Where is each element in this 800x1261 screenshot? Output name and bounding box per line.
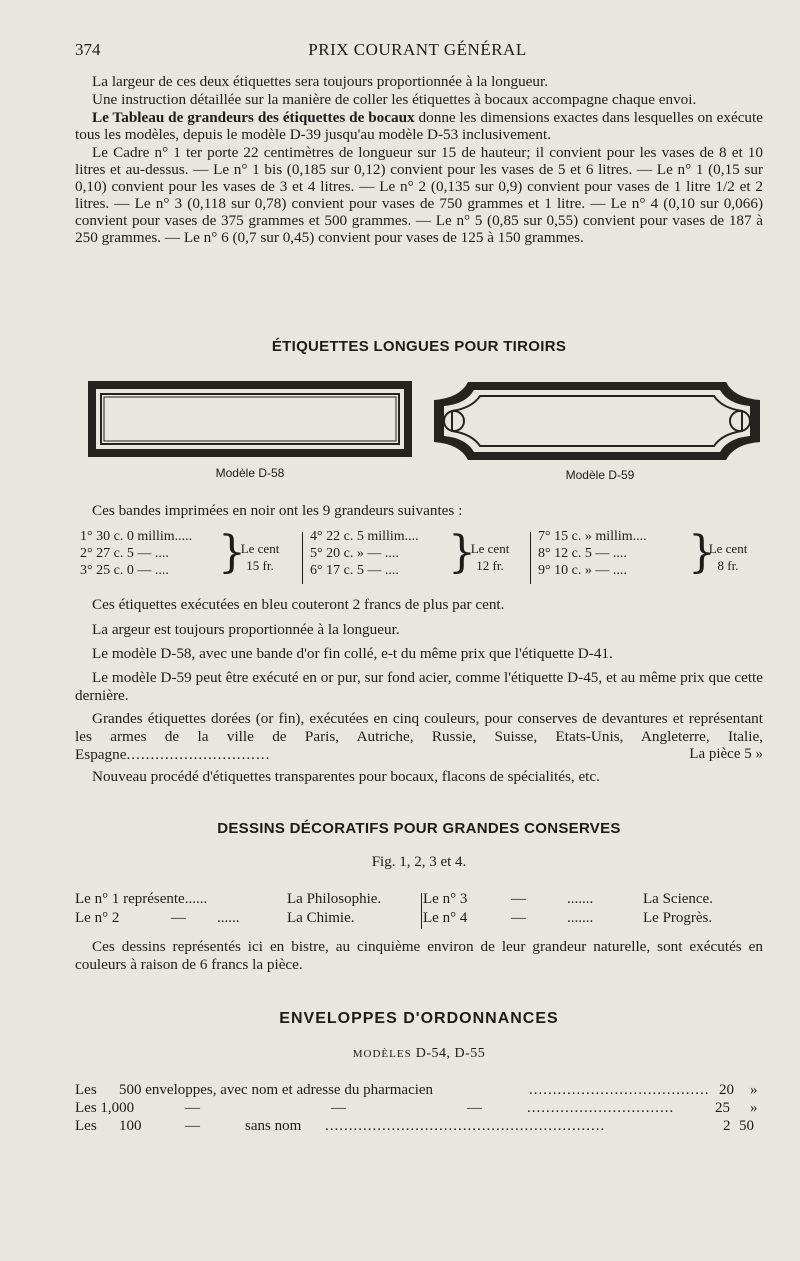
design-1-name: La Philosophie. xyxy=(287,891,382,907)
running-title: PRIX COURANT GÉNÉRAL xyxy=(308,40,527,59)
design-4-name: Le Progrès. xyxy=(643,910,713,926)
row-price-cents: 50 xyxy=(739,1118,754,1134)
leader-dots: ............................... xyxy=(527,1100,675,1116)
group-price xyxy=(460,540,520,574)
subtitle-models: MODÈLES xyxy=(352,1048,412,1060)
design-2-label: Le n° 2 xyxy=(75,910,120,926)
note-d59: Le modèle D-59 peut être exécuté en or pur, sur fond acier, comme l'étiquette D-45, et au même prix que cette dernière. xyxy=(75,669,763,704)
sizes-group-2 xyxy=(310,528,530,584)
size-line: 1° 30 c. 0 millim..... xyxy=(80,529,193,544)
intro-text xyxy=(75,73,763,246)
note-width: La argeur est toujours proportionnée à la longueur. xyxy=(92,621,400,638)
ditto-mark: — xyxy=(185,1118,200,1134)
page-number: 374 xyxy=(75,40,101,59)
leader-dots: .............................. xyxy=(126,746,271,763)
design-2-name: La Chimie. xyxy=(287,910,355,926)
note-d58: Le modèle D-58, avec une bande d'or fin collé, e-t du même prix que l'étiquette D-41. xyxy=(92,645,613,662)
brace: } xyxy=(448,527,476,578)
intro-paragraph-1: La largeur de ces deux étiquettes sera toujours proportionnée à la longueur. xyxy=(92,73,549,90)
size-line: 3° 25 c. 0 — .... xyxy=(80,563,169,578)
designs-row-1 xyxy=(75,891,763,909)
group-price xyxy=(700,540,756,574)
price-value: 12 fr. xyxy=(476,558,504,573)
sizes-table xyxy=(80,528,760,588)
intro-paragraph-2: Une instruction détaillée sur la manière de coller les étiquettes à bocaux accompagne chaque envoi. xyxy=(92,91,697,108)
leader-dots: ........................................................... xyxy=(325,1118,606,1134)
large-labels-price: La pièce 5 » xyxy=(689,746,763,762)
brace: } xyxy=(688,527,716,578)
sizes-group-1 xyxy=(80,528,300,584)
row-price: 20 xyxy=(715,1082,734,1099)
design-3-label: Le n° 3 xyxy=(423,891,468,907)
table-row xyxy=(75,1100,763,1118)
figure-reference: Fig. 1, 2, 3 et 4. xyxy=(371,854,467,870)
design-3-name: La Science. xyxy=(643,891,713,907)
note-transparent: Nouveau procédé d'étiquettes transparentes pour bocaux, flacons de spécialités, etc. xyxy=(92,768,600,785)
intro-paragraph-3 xyxy=(75,109,763,143)
row-quantity: Les 1,000 xyxy=(75,1100,135,1116)
envelopes-price-table xyxy=(75,1082,763,1136)
ditto-mark: — xyxy=(185,1100,200,1116)
price-value: 15 fr. xyxy=(246,558,274,573)
row-description: 500 enveloppes, avec nom et adresse du pharmacien xyxy=(119,1082,434,1098)
sizes-intro: Ces bandes imprimées en noir ont les 9 grandeurs suivantes : xyxy=(92,502,463,519)
designs-row-2 xyxy=(75,910,763,928)
row-description: sans nom xyxy=(245,1118,302,1134)
sizes-group-3 xyxy=(538,528,760,584)
design-1-label: Le n° 1 représente...... xyxy=(75,891,208,907)
row-price: 25 xyxy=(715,1100,730,1116)
ditto-mark: — xyxy=(171,910,186,926)
envelopes-subtitle xyxy=(75,1046,763,1062)
table-row xyxy=(75,1118,763,1136)
large-labels-text: Grandes étiquettes dorées (or fin), exécutées en cinq couleurs, pour conserves de devantures et représentant les armes de la ville de Paris, Autriche, Russie, Suisse, Etats-Unis, Angleterre, Italie, Espagne xyxy=(75,710,763,763)
row-price-cents: » xyxy=(750,1100,758,1116)
brace: } xyxy=(218,527,246,578)
caption-d59: Modèle D-59 xyxy=(565,468,635,482)
design-4-label: Le n° 4 xyxy=(423,910,468,926)
table-reference: Le Tableau de grandeurs des étiquettes de bocaux xyxy=(92,109,415,126)
section-title-envelopes: ENVELOPPES D'ORDONNANCES xyxy=(279,1010,559,1027)
price-label: Le cent xyxy=(708,541,748,556)
column-divider xyxy=(530,532,531,584)
section-title-drawer-labels: ÉTIQUETTES LONGUES POUR TIROIRS xyxy=(271,338,567,355)
page-header xyxy=(75,40,760,64)
large-labels-price-row xyxy=(75,746,763,764)
intro-paragraph-4: Le Cadre n° 1 ter porte 22 centimètres de longueur sur 15 de hauteur; il convient pour les vases de 8 et 10 litres et au-dessus. — Le n° 1 bis (0,185 sur 0,12) convient pour les vases de 5 et 6 litres. — Le n° 1 (0,15 sur 0,10) convient pour les vases de 3 et 4 litres. — Le n° 2 (0,135 sur 0,9) convient pour vases de 1 litre 1/2 et 2 litres. — Le n° 3 (0,118 sur 0,78) convient pour vases de 750 grammes et 1 litre. — Le n° 4 (0,10 sur 0,066) convient pour vases de 375 grammes et 500 grammes. — Le n° 5 (0,85 sur 0,55) convient pour vases de 187 à 250 grammes. — Le n° 6 (0,7 sur 0,45) convient pour vases de 125 à 150 grammes. xyxy=(75,144,763,246)
row-quantity-prefix: Les xyxy=(75,1118,97,1134)
column-divider xyxy=(302,532,303,584)
price-label: Le cent xyxy=(240,541,280,556)
designs-note: Ces dessins représentés ici en bistre, au cinquième environ de leur grandeur naturelle, sont exécutés en couleurs à raison de 6 francs la pièce. xyxy=(75,938,763,973)
size-line: 6° 17 c. 5 — .... xyxy=(310,563,399,578)
ditto-mark: — xyxy=(467,1100,482,1116)
subtitle-model-numbers: D-54, D-55 xyxy=(415,1046,486,1061)
ditto-mark: — xyxy=(511,891,526,907)
intro-paragraph-3-rest: donne les dimensions exactes dans lesquelles on exécute tous les modèles, depuis le modèle D-39 jusqu'au modèle D-53 inclusivement. xyxy=(75,109,763,143)
ditto-mark: — xyxy=(331,1100,346,1116)
section-title-decorative: DESSINS DÉCORATIFS POUR GRANDES CONSERVES xyxy=(217,820,621,837)
label-frame-d59 xyxy=(432,380,762,462)
ditto-mark: — xyxy=(511,910,526,926)
size-line: 5° 20 c. » — .... xyxy=(310,546,399,561)
group-price xyxy=(230,540,290,574)
size-line: 8° 12 c. 5 — .... xyxy=(538,546,627,561)
row-quantity-prefix: Les xyxy=(75,1082,97,1098)
caption-d58: Modèle D-58 xyxy=(215,466,285,480)
row-quantity: 100 xyxy=(119,1118,142,1134)
row-price-cents: » xyxy=(750,1082,758,1098)
row-price: 2 xyxy=(723,1118,731,1134)
price-label: Le cent xyxy=(470,541,510,556)
size-line: 4° 22 c. 5 millim.... xyxy=(310,529,419,544)
price-value: 8 fr. xyxy=(717,558,739,573)
table-row xyxy=(75,1082,763,1100)
size-line: 7° 15 c. » millim.... xyxy=(538,529,647,544)
designs-divider xyxy=(421,893,422,929)
leader-dots: ....... xyxy=(567,910,594,926)
leader-dots: ...................................... xyxy=(529,1082,710,1098)
size-line: 2° 27 c. 5 — .... xyxy=(80,546,169,561)
leader-dots: ....... xyxy=(567,891,594,907)
note-blue: Ces étiquettes exécutées en bleu couteront 2 francs de plus par cent. xyxy=(92,596,505,613)
size-line: 9° 10 c. » — .... xyxy=(538,563,627,578)
label-frame-d58 xyxy=(87,380,413,458)
leader-dots: ...... xyxy=(217,910,240,926)
